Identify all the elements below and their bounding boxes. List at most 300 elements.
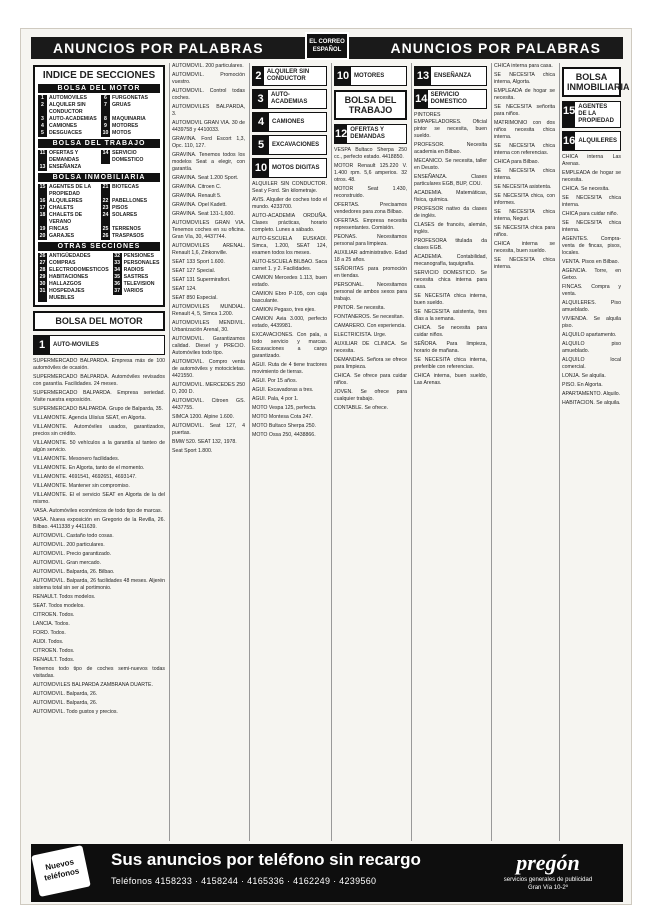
classified-ad: HABITACION. Se alquila. xyxy=(562,400,621,406)
index-item xyxy=(101,212,160,226)
index-item xyxy=(38,233,97,240)
motor-title: BOLSA DEL MOTOR xyxy=(33,311,165,331)
classified-ad: LANCIA. Todos. xyxy=(33,621,70,627)
classified-ad: GRAVINA. Seat 1.200 Sport. xyxy=(172,175,239,181)
index-item xyxy=(101,95,160,102)
classified-ad: AUTO-ESCUELA BILBAO. Saca carnet 1. y 2. Facilidades. xyxy=(252,259,327,272)
classified-ad: SEÑORITAS para promoción en tiendas. xyxy=(334,266,407,279)
classified-ad: AGUI. Excavadoras a tres. xyxy=(252,387,314,393)
index-item-label: OFERTAS Y DEMANDAS xyxy=(49,150,79,163)
index-item-label: FINCAS xyxy=(49,226,69,232)
index-item-label: MOTORES xyxy=(112,123,139,129)
index-title: INDICE DE SECCIONES xyxy=(42,70,156,81)
classified-ad: AUTOMOVIL. Garantizamos calidad. Diesel y PRECIO. Automóviles todo tipo. xyxy=(172,336,245,356)
column-3 xyxy=(249,63,329,841)
classified-ad: SERVICIO DOMESTICO. Se necesita chica interna para casa. xyxy=(414,270,487,290)
classified-ad: VASA. Nueva exposición en Gregorio de la Revilla, 26. Bilbao. 4411338 y 4411639. xyxy=(33,517,165,530)
classified-ad: GRAVINA. Opel Kadett. xyxy=(172,202,227,208)
classified-ad: OFERTAS. Precisamos vendedores para zona Bilbao. xyxy=(334,202,407,215)
classified-ad: SE NECESITA chica interna, preferible con referencias. xyxy=(414,357,487,370)
index-item-number: 17 xyxy=(39,205,46,211)
classified-ad: MOTO Ossa 250, 4438866. xyxy=(252,432,316,438)
classified-ad: PEONAS. Necesitamos personal para limpieza. xyxy=(334,234,407,247)
index-item xyxy=(38,116,97,123)
classified-ad: MECANICO. Se necesita, taller en Deusto. xyxy=(414,158,487,171)
classified-ad: GRAVINA. Tenemos todos los modelos Seat a elegir, con garantía. xyxy=(172,152,245,172)
classified-ad: GRAVINA. Renault 5. xyxy=(172,193,222,199)
column-7 xyxy=(559,63,630,841)
classified-ad: CHICA interna, buen sueldo, Las Arenas. xyxy=(414,373,487,386)
column-6 xyxy=(491,63,557,841)
index-item-label: AUTOMOVILES xyxy=(49,95,87,101)
classified-ad: SUPERMERCADO BALPARDA. Empresa más de 100 automóviles de ocasión. xyxy=(33,358,165,371)
promo-phones: Teléfonos 4158233 · 4158244 · 4165336 · 4162249 · 4239560 xyxy=(111,876,377,886)
classified-ad: AUTOMOVIL. Todo gustos y precios. xyxy=(33,709,118,715)
index-item xyxy=(101,198,160,205)
index-item xyxy=(113,267,160,274)
classified-ad: AUTOMOVILES ARENAL. Renault 1,6, Zinkonville. xyxy=(172,243,245,256)
index-item xyxy=(38,253,109,260)
index-item-number: 36 xyxy=(114,281,121,287)
ads-column-2 xyxy=(170,63,247,455)
classified-ad: CHICA interna Las Arenas. xyxy=(562,154,621,167)
index-item-label: PABELLONES xyxy=(112,198,148,204)
classified-ad: PINTORES EMPAPELADORES. Oficial pintor se necesita, buen sueldo. xyxy=(414,112,487,139)
index-item xyxy=(38,102,97,116)
ads-column-5 xyxy=(412,112,489,387)
classified-ad: AGUI. Por 15 años. xyxy=(252,378,297,384)
classified-ad: AUTOMOVIL. Citroen GS. 4437755. xyxy=(172,398,245,411)
classified-ad: CLASES de francés, alemán, inglés. xyxy=(414,222,487,235)
index-item xyxy=(113,281,160,288)
classified-ad: VESPA Bultaco Sherpa 250 cc., perfecto estado. 4418850. xyxy=(334,147,407,160)
index-item-number: 11 xyxy=(38,150,47,164)
index-item-number: 28 xyxy=(39,267,46,273)
classified-ad: CHICA. Se necesita para cuidar niños. xyxy=(414,325,487,338)
index-item-number: 37 xyxy=(114,288,121,294)
classified-ad: MOTOR Renault 125.220 V. 1.400 rpm. 5,6 amperios. 32 otros. 48. xyxy=(334,163,407,183)
classified-ad: AUTOMOVIL. Balparda, 26. Bilbao. xyxy=(33,569,115,575)
index-item xyxy=(38,212,97,226)
index-item-number: 15 xyxy=(38,184,47,198)
index-item xyxy=(38,123,97,130)
index-item-label: TELEVISION xyxy=(123,281,155,287)
subhead-motos: 10 MOTOS DIGITAS xyxy=(252,158,327,178)
index-item-number: 26 xyxy=(102,233,109,239)
index-item xyxy=(101,150,160,164)
classified-ad: PERSONAL. Necesitamos personal de ambos sexos para trabajo. xyxy=(334,282,407,302)
classified-ad: SEAT 133 Sport 1.600. xyxy=(172,259,225,265)
index-item xyxy=(101,205,160,212)
index-item-number: 4 xyxy=(38,123,47,130)
classified-ad: ACADEMIA. Matemáticas, física, química. xyxy=(414,190,487,203)
classified-ad: MOTO Bultaco Sherpa 250. xyxy=(252,423,316,429)
classified-ad: AUTOMOVIL. 200 particulares. xyxy=(33,542,105,548)
classified-ad: SE NECESITA señorita para niños. xyxy=(494,104,555,117)
classified-ad: CHICA para Bilbao. xyxy=(494,159,539,165)
newspaper-logo: EL CORREO ESPAÑOL xyxy=(305,32,349,60)
classified-ad: VILLAMONTE. Automóviles usados, garantizados, precios sin crédito. xyxy=(33,424,165,437)
newspaper-page xyxy=(20,28,632,905)
classified-ad: PROFESORA titulada da clases EGB. xyxy=(414,238,487,251)
index-item-number: 2 xyxy=(38,102,47,116)
classified-ad: AUTOMOVIL. Gran mercado. xyxy=(33,560,101,566)
index-item-label: MUEBLES xyxy=(49,295,75,301)
brand-tagline: servicios generales de publicidad xyxy=(503,877,593,883)
classified-ad: VENTA. Pisos en Bilbao. xyxy=(562,259,619,265)
classified-ad: MOTO Vespa 125, perfecta. xyxy=(252,405,317,411)
index-item-label: FURGONETAS xyxy=(112,95,148,101)
classified-ad: MOTOR Seat 1.430, reconstruido. xyxy=(334,186,407,199)
advertiser-brand xyxy=(483,850,613,892)
index-item-number: 29 xyxy=(39,274,46,280)
index-item-number: 7 xyxy=(101,102,110,116)
index-item xyxy=(38,226,97,233)
subhead-alquileres: 16 ALQUILERES xyxy=(562,131,621,151)
inmobiliaria-title: BOLSA INMOBILIARIA xyxy=(562,67,621,97)
classified-ad: SE NECESITA chica interna, Algorta. xyxy=(494,72,555,85)
classified-columns xyxy=(31,63,630,841)
index-item xyxy=(38,95,97,102)
index-item xyxy=(38,288,109,295)
index-item-label: ALQUILERES xyxy=(49,198,83,204)
index-item-label: MAQUINARIA xyxy=(112,116,146,122)
classified-ad: SE NECESITA asistenta, tres días a la semana. xyxy=(414,309,487,322)
classified-ad: ACADEMIA. Contabilidad, mecanografía, taquigrafía. xyxy=(414,254,487,267)
classified-ad: SE NECESITA chica interna. xyxy=(562,220,621,233)
index-item-number: 25 xyxy=(102,226,109,232)
classified-ad: SE NECESITA asistenta. xyxy=(494,184,552,190)
ads-column-7 xyxy=(560,154,623,407)
classified-ad: AUTOMOVIL. Balparda, 26. xyxy=(33,691,98,697)
classified-ad: AUTOMOVILES MUNDIAL. Renault 4, 5, Simca 1.200. xyxy=(172,304,245,317)
classified-ad: EXCAVACIONES. Con pala, a todo servicio y marcas. Excavaciones a cargo garantizado. xyxy=(252,332,327,359)
index-item xyxy=(113,260,160,267)
classified-ad: ALQUILO local comercial. xyxy=(562,357,621,370)
classified-ad: SEAT 127 Special. xyxy=(172,268,216,274)
classified-ad: GRAVINA. Ford Escort 1,3, Opc. 110, 127. xyxy=(172,136,245,149)
index-item-label: MOTOS xyxy=(112,130,131,136)
classified-ad: ALQUILO piso amueblado. xyxy=(562,341,621,354)
index-item-number: 8 xyxy=(101,116,110,123)
classified-ad: FONTANEROS. Se necesitan. xyxy=(334,314,404,320)
classified-ad: AUTOMOVIL. Seat 127, 4 puertas. xyxy=(172,423,245,436)
classified-ad: GRAVINA. Citroen C. xyxy=(172,184,222,190)
ads-column-3 xyxy=(250,181,329,439)
classified-ad: CAMARERO. Con experiencia. xyxy=(334,323,406,329)
index-item xyxy=(101,226,160,233)
classified-ad: CAMION Mercedes 1.113, buen estado. xyxy=(252,275,327,288)
index-item-label: AGENTES DE LA PROPIEDAD xyxy=(49,184,91,197)
index-item-number: 21 xyxy=(101,184,110,198)
classified-ad: AUTOMOVIL. Control todas coches. xyxy=(172,88,245,101)
classified-ad: AUTOMOVIL. Balparda, 26 facilidades 48 meses. Aljerén sistema total sin ser al portimonio. xyxy=(33,578,165,591)
classified-ad: RENAULT. Todos modelos. xyxy=(33,594,96,600)
index-item xyxy=(38,164,97,171)
classified-ad: AGENTES. Compra-venta de fincas, pisos, locales. xyxy=(562,236,621,256)
classified-ad: VILLAMONTE. Mesonero facilidades. xyxy=(33,456,120,462)
classified-ad: VILLAMONTE. El el servicio SEAT en Algorta de la del mismo. xyxy=(33,492,165,505)
index-item-label: HOSPEDAJES xyxy=(49,288,85,294)
classified-ad: PINTOR. Se necesita. xyxy=(334,305,385,311)
index-item-label: TRASPASOS xyxy=(112,233,144,239)
classified-ad: MOTO Montesa Cota 247. xyxy=(252,414,313,420)
classified-ad: FORD. Todos. xyxy=(33,630,66,636)
new-phones-badge: Nuevos teléfonos xyxy=(31,845,91,897)
index-group-items xyxy=(38,95,160,137)
index-item-label: COMPRAS xyxy=(49,260,76,266)
classified-ad: VILLAMONTE. En Algorta, tanto de el momento. xyxy=(33,465,145,471)
classified-ad: ALQUILO apartamento. xyxy=(562,332,617,338)
classified-ad: AUTOMOVIL GRAN VIA. 30 de 4439758 y 4410033. xyxy=(172,120,245,133)
classified-ad: SEAT 850 Especial. xyxy=(172,295,218,301)
classified-ad: GRAVINA. Seat 131-1,600. xyxy=(172,211,235,217)
index-item-number: 22 xyxy=(102,198,109,204)
classified-ad: SE NECESITA chica para niños. xyxy=(494,225,555,238)
index-item-number: 14 xyxy=(101,150,110,164)
index-item-label: ELECTRODOMESTICOS xyxy=(49,267,109,273)
classified-ad: CHICA. Se necesita. xyxy=(562,186,610,192)
column-2 xyxy=(169,63,247,841)
index-item-label: GARAJES xyxy=(49,233,75,239)
index-group-items xyxy=(38,184,160,240)
index-item-label: ALQUILER SIN CONDUCTOR xyxy=(49,102,86,115)
index-item-label: AUTO-ACADEMIAS xyxy=(49,116,97,122)
index-item-label: CHALETS DE VERANO xyxy=(49,212,83,225)
index-group-head: BOLSA DEL MOTOR xyxy=(38,84,160,93)
index-item-number: 30 xyxy=(39,281,46,287)
index-item-label: SASTRES xyxy=(123,274,149,280)
index-item-number: 10 xyxy=(102,130,109,136)
index-item-number: 23 xyxy=(102,205,109,211)
classified-ad: CHICA. Se ofrece para cuidar niños. xyxy=(334,373,407,386)
index-item-label: VARIOS xyxy=(123,288,144,294)
index-item xyxy=(113,253,160,260)
classified-ad: AUTO-ACADEMIA ORDUÑA. Clases prácticas, horario completo. Lunes a sábado. xyxy=(252,213,327,233)
classified-ad: Seat Sport 1.800. xyxy=(172,448,213,454)
index-item xyxy=(38,198,97,205)
index-item-number: 16 xyxy=(39,198,46,204)
classified-ad: SEAT 131 Supermirafiori. xyxy=(172,277,231,283)
index-item-number: 33 xyxy=(114,260,121,266)
index-group-head: OTRAS SECCIONES xyxy=(38,242,160,251)
promo-headline: Sus anuncios por teléfono sin recargo xyxy=(111,850,421,869)
classified-ad: SE NECESITA chica interna. xyxy=(562,195,621,208)
index-item xyxy=(38,184,97,198)
section-index xyxy=(33,65,165,307)
index-group-head: BOLSA DEL TRABAJO xyxy=(38,139,160,148)
subhead-autos: 1 AUTO-MOVILES xyxy=(33,335,165,355)
classified-ad: VILLAMONTE. 4691541, 4692651, 4693147. xyxy=(33,474,137,480)
column-4 xyxy=(331,63,409,841)
subhead-motores: 10 MOTORES xyxy=(334,66,407,86)
classified-ad: VASA. Automóviles económicos de todo tipo de marcas. xyxy=(33,508,163,514)
index-item xyxy=(38,267,109,274)
classified-ad: DEMANDAS. Señora se ofrece para limpieza. xyxy=(334,357,407,370)
index-item xyxy=(38,260,109,267)
classified-ad: CITROEN. Todos. xyxy=(33,612,75,618)
index-item xyxy=(113,274,160,281)
classified-ad: AUTOMOVIL. 200 particulares. xyxy=(172,63,244,69)
classified-ad: AUDI. Todos. xyxy=(33,639,64,645)
classified-ad: AUTOMOVIL. MERCEDES 250 D, 200 D. xyxy=(172,382,245,395)
subhead-ensenanza: 13 ENSEÑANZA xyxy=(414,66,487,86)
classified-ad: JOVEN. Se ofrece para cualquier trabajo. xyxy=(334,389,407,402)
index-item-number: 1 xyxy=(38,95,47,102)
index-item xyxy=(101,123,160,130)
classified-ad: AGUI. Ruta de 4 tiene tractores movimiento de tierras. xyxy=(252,362,327,375)
classified-ad: VIVIENDA. Se alquila piso. xyxy=(562,316,621,329)
classified-ad: CHICA interna para casa. xyxy=(494,63,553,69)
index-item-number: 26 xyxy=(39,253,46,259)
index-item xyxy=(101,116,160,123)
subhead-ofertas: 12 OFERTAS Y DEMANDAS xyxy=(334,124,407,144)
classified-ad: ALQUILER SIN CONDUCTOR. Seat y Ford. Sin kilometraje. xyxy=(252,181,327,194)
index-item-label: CHALETS xyxy=(49,205,74,211)
index-item xyxy=(38,274,109,281)
column-1 xyxy=(31,63,167,841)
index-item xyxy=(38,150,97,164)
classified-ad: SUPERMERCADO BALPARDA. Automóviles revisados con garantía. Facilidades. 24 meses. xyxy=(33,374,165,387)
classified-ad: OFERTAS. Empresa necesita representantes. Comisión. xyxy=(334,218,407,231)
brand-name: pregón xyxy=(516,850,580,875)
header-left: ANUNCIOS POR PALABRAS xyxy=(53,40,264,56)
index-item-label: BIOTECAS xyxy=(112,184,139,190)
index-group-items xyxy=(38,253,160,302)
index-item-number: 35 xyxy=(114,274,121,280)
classified-ad: CHICA para cuidar niño. xyxy=(562,211,618,217)
index-item-label: HABITACIONES xyxy=(49,274,89,280)
index-group-head: BOLSA INMOBILIARIA xyxy=(38,173,160,182)
classified-ad: SEAT 124. xyxy=(172,286,197,292)
classified-ad: PROFESOR. Necesita academia en Bilbao. xyxy=(414,142,487,155)
classified-ad: ALQUILERES. Piso amueblado. xyxy=(562,300,621,313)
classified-ad: VILLAMONTE. Mantener sin compromiso. xyxy=(33,483,130,489)
index-item-number: 3 xyxy=(38,116,47,123)
index-groups xyxy=(38,84,160,302)
classified-ad: AGENCIA. Torre, en Getxo. xyxy=(562,268,621,281)
index-item-number: 6 xyxy=(101,95,110,102)
classified-ad: SE NECESITA chica interna, Neguri. xyxy=(494,209,555,222)
index-item-number xyxy=(38,295,47,302)
classified-ad: ENSEÑANZA. Clases particulares EGB, BUP, COU. xyxy=(414,174,487,187)
index-item-number: 24 xyxy=(101,212,110,226)
classified-ad: EMPLEADA de hogar se necesita. xyxy=(494,88,555,101)
classified-ad: CAMION Ebro P-105, con caja basculante. xyxy=(252,291,327,304)
index-item-number: 9 xyxy=(101,123,110,130)
index-item xyxy=(113,288,160,295)
index-item xyxy=(101,184,160,198)
classified-ad: BMW 520. SEAT 132, 1978. xyxy=(172,439,237,445)
classified-ad: AUTOMOVIL. Precio garantizado. xyxy=(33,551,112,557)
classified-ad: APARTAMENTO. Alquilo. xyxy=(562,391,621,397)
classified-ad: AUXILIAR DE CLINICA. Se necesita. xyxy=(334,341,407,354)
classified-ad: FINCAS. Compra y venta. xyxy=(562,284,621,297)
index-item-label: SERVICIO DOMESTICO xyxy=(112,150,144,163)
header-banner xyxy=(31,37,623,59)
index-item-label: RADIOS xyxy=(123,267,144,273)
subhead-agentes: 15 AGENTES DE LA PROPIEDAD xyxy=(562,101,621,128)
classified-ad: AUTOMOVILES MENDIVIL. Urbanización Arenal, 30. xyxy=(172,320,245,333)
index-item-label: TERRENOS xyxy=(112,226,141,232)
classified-ad: SE NECESITA chica interna, buen sueldo. xyxy=(414,293,487,306)
index-item xyxy=(38,295,109,302)
index-group-items xyxy=(38,150,160,171)
subhead-alquiler: 2 ALQUILER SIN CONDUCTOR xyxy=(252,66,327,86)
classified-ad: SE NECESITA chica, con informes. xyxy=(494,193,555,206)
index-item-label: ANTIGÜEDADES xyxy=(49,253,91,259)
classified-ad: AUTOMOVILES BALPARDA, 3. xyxy=(172,104,245,117)
classified-ad: AUTOMOVIL. Balparda, 26. xyxy=(33,700,98,706)
promo-banner xyxy=(31,844,623,902)
classified-ad: AUTOMOVILES BALPARDA ZAMBRANA DUARTE. xyxy=(33,682,153,688)
index-item xyxy=(101,233,160,240)
classified-ad: SUPERMERCADO BALPARDA. Empresa seriedad. Visite nuestra exposición. xyxy=(33,390,165,403)
classified-ad: SIMCA 1200. Alpine 1.600. xyxy=(172,414,235,420)
classified-ad: SEAT. Todos modelos. xyxy=(33,603,85,609)
index-item-label: GRUAS xyxy=(112,102,131,108)
classified-ad: SE NECESITA chica interna. xyxy=(494,257,555,270)
classified-ad: PISO. En Algorta. xyxy=(562,382,603,388)
classified-ad: EMPLEADA de hogar se necesita. xyxy=(562,170,621,183)
index-item-number: 27 xyxy=(39,260,46,266)
classified-ad: SUPERMERCADO BALPARDA. Grupo de Balparda, 35. xyxy=(33,406,163,412)
classified-ad: CAMION Avia 3.000, perfecto estado, 4439981. xyxy=(252,316,327,329)
classified-ad: AUTOMOVIL. Compro venta de automóviles y motocicletas. 4421550. xyxy=(172,359,245,379)
classified-ad: SE NECESITA chica interna con referencias. xyxy=(494,143,555,156)
ads-column-4 xyxy=(332,147,409,412)
index-item-label: PERSONALES xyxy=(123,260,160,266)
index-item xyxy=(38,205,97,212)
index-item-label: ENSEÑANZA xyxy=(49,164,82,170)
classified-ad: RENAULT. Todos. xyxy=(33,657,75,663)
index-item xyxy=(101,102,160,116)
index-item-label: CAMIONES xyxy=(49,123,77,129)
classified-ad: AGUI. Pala, 4 por 1. xyxy=(252,396,299,402)
classified-ad: PROFESOR nativo da clases de inglés. xyxy=(414,206,487,219)
classified-ad: SEÑORA. Para limpieza, horario de mañana. xyxy=(414,341,487,354)
classified-ad: AUTO-ESCUELA EUSKADI. Simca, 1.200, SEAT 124, examen todos los meses. xyxy=(252,236,327,256)
classified-ad: VILLAMONTE. 50 vehículos a la garantía al tanteo de algún servicio. xyxy=(33,440,165,453)
index-item-number: 19 xyxy=(39,226,46,232)
index-item-label: DESGUACES xyxy=(49,130,82,136)
classified-ad: CAMION Pegaso, tres ejes. xyxy=(252,307,316,313)
index-item xyxy=(38,281,109,288)
ads-column-6 xyxy=(492,63,557,271)
index-item-number: 18 xyxy=(38,212,47,226)
brand-address: Gran Vía 10-2º xyxy=(528,885,568,891)
index-item-label: PENSIONES xyxy=(123,253,154,259)
index-item xyxy=(38,130,97,137)
index-item-number: 5 xyxy=(38,130,47,137)
classified-ad: CITROEN. Todos. xyxy=(33,648,75,654)
classified-ad: CONTABLE. Se ofrece. xyxy=(334,405,389,411)
index-item xyxy=(101,130,160,137)
classified-ad: AVIS. Alquiler de coches todo el mundo. 4233700. xyxy=(252,197,327,210)
classified-ad: AUTOMOVILES GRAN VIA. Tenemos coches en su oficina. Gran Vía, 30, 4437744. xyxy=(172,220,245,240)
classified-ad: Tenemos todo tipo de coches semi-nuevos todas visitadas. xyxy=(33,666,165,679)
column-5 xyxy=(411,63,489,841)
index-item-number: 31 xyxy=(39,288,46,294)
index-item-label: SOLARES xyxy=(112,212,138,218)
subhead-camiones: 4 CAMIONES xyxy=(252,112,327,132)
index-item-number: 13 xyxy=(39,164,46,170)
classified-ad: SE NECESITA chica interna. xyxy=(494,168,555,181)
index-item-label: HALLAZGOS xyxy=(49,281,82,287)
classified-ad: ELECTRICISTA. Urge. xyxy=(334,332,387,338)
index-item-number: 20 xyxy=(39,233,46,239)
classified-ad: LONJA. Se alquila. xyxy=(562,373,606,379)
